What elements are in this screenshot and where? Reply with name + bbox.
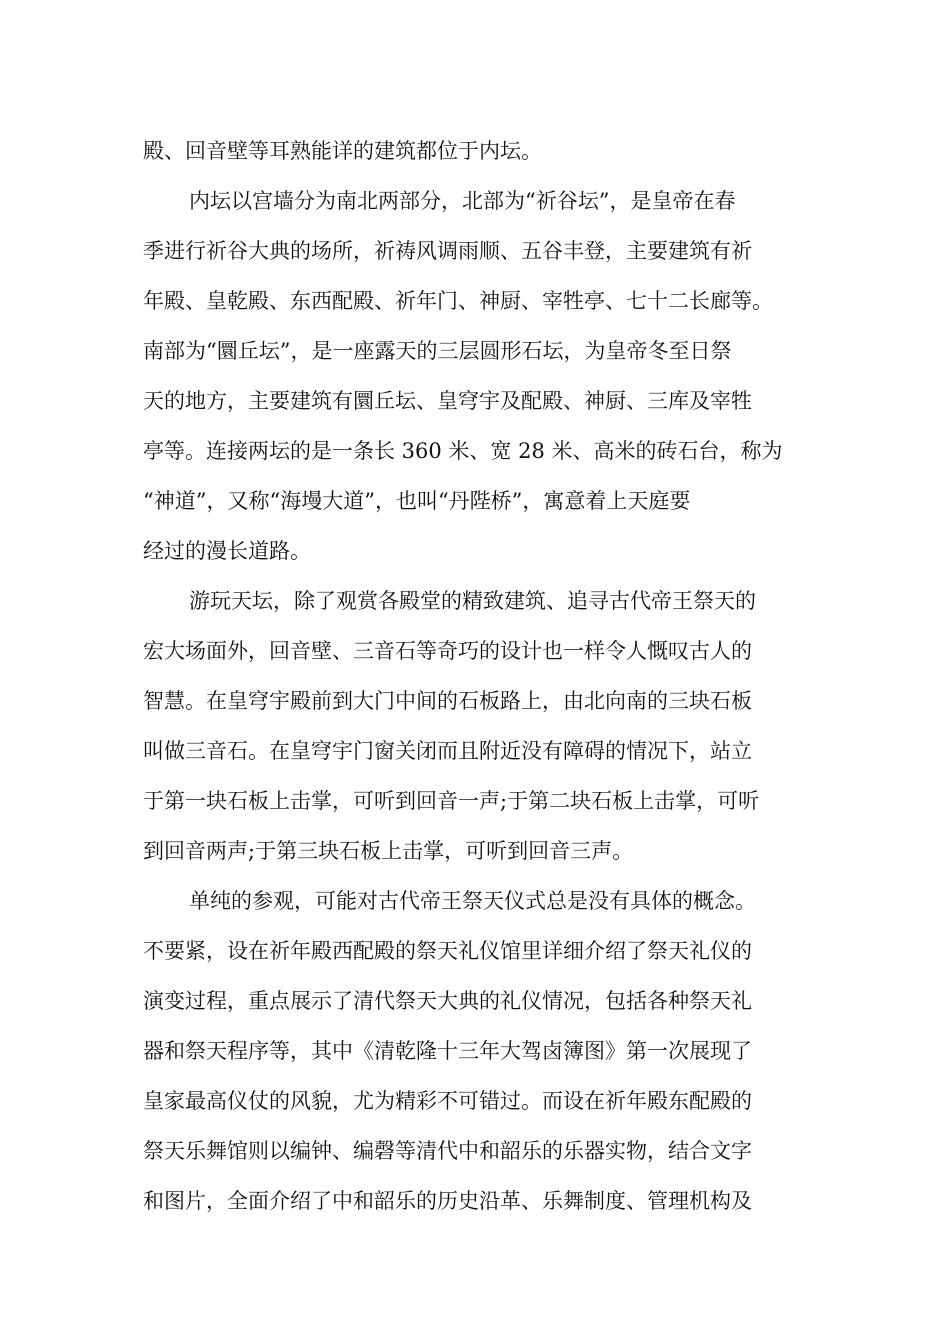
text-line: 经过的漫长道路。	[143, 539, 311, 563]
paragraph-start-line: 游玩天坛，除了观赏各殿堂的精致建筑、追寻古代帝王祭天的	[189, 589, 756, 613]
paragraph-start-line: 内坛以宫墙分为南北两部分，北部为“祈谷坛”，是皇帝在春	[189, 189, 736, 213]
text-line: 器和祭天程序等，其中《清乾隆十三年大驾卤簿图》第一次展现了	[143, 1039, 752, 1063]
text-line: 到回音两声;于第三块石板上击掌，可听到回音三声。	[143, 839, 634, 863]
text-line: 叫做三音石。在皇穹宇门窗关闭而且附近没有障碍的情况下，站立	[143, 739, 752, 763]
text-line: 季进行祈谷大典的场所，祈祷风调雨顺、五谷丰登，主要建筑有祈	[143, 239, 752, 263]
text-line: 于第一块石板上击掌，可听到回音一声;于第二块石板上击掌，可听	[143, 789, 760, 813]
text-line: 智慧。在皇穹宇殿前到大门中间的石板路上，由北向南的三块石板	[143, 689, 752, 713]
paragraph-start-line: 单纯的参观，可能对古代帝王祭天仪式总是没有具体的概念。	[189, 889, 756, 913]
text-line: 皇家最高仪仗的风貌，尤为精彩不可错过。而设在祈年殿东配殿的	[143, 1089, 752, 1113]
text-line: “神道”，又称“海墁大道”，也叫“丹陛桥”，寓意着上天庭要	[143, 489, 691, 513]
text-line: 演变过程，重点展示了清代祭天大典的礼仪情况，包括各种祭天礼	[143, 989, 752, 1013]
text-line: 殿、回音壁等耳熟能详的建筑都位于内坛。	[143, 139, 542, 163]
text-line: 天的地方，主要建筑有圜丘坛、皇穹宇及配殿、神厨、三库及宰牲	[143, 389, 752, 413]
text-line: 亭等。连接两坛的是一条长 360 米、宽 28 米、高米的砖石台，称为	[143, 439, 783, 463]
text-line: 祭天乐舞馆则以编钟、编磬等清代中和韶乐的乐器实物，结合文字	[143, 1139, 752, 1163]
text-line: 不要紧，设在祈年殿西配殿的祭天礼仪馆里详细介绍了祭天礼仪的	[143, 939, 752, 963]
text-line: 和图片，全面介绍了中和韶乐的历史沿革、乐舞制度、管理机构及	[143, 1189, 752, 1213]
text-line: 年殿、皇乾殿、东西配殿、祈年门、神厨、宰牲亭、七十二长廊等。	[143, 289, 773, 313]
text-line: 宏大场面外，回音壁、三音石等奇巧的设计也一样令人慨叹古人的	[143, 639, 752, 663]
text-line: 南部为“圜丘坛”，是一座露天的三层圆形石坛，为皇帝冬至日祭	[143, 339, 732, 363]
